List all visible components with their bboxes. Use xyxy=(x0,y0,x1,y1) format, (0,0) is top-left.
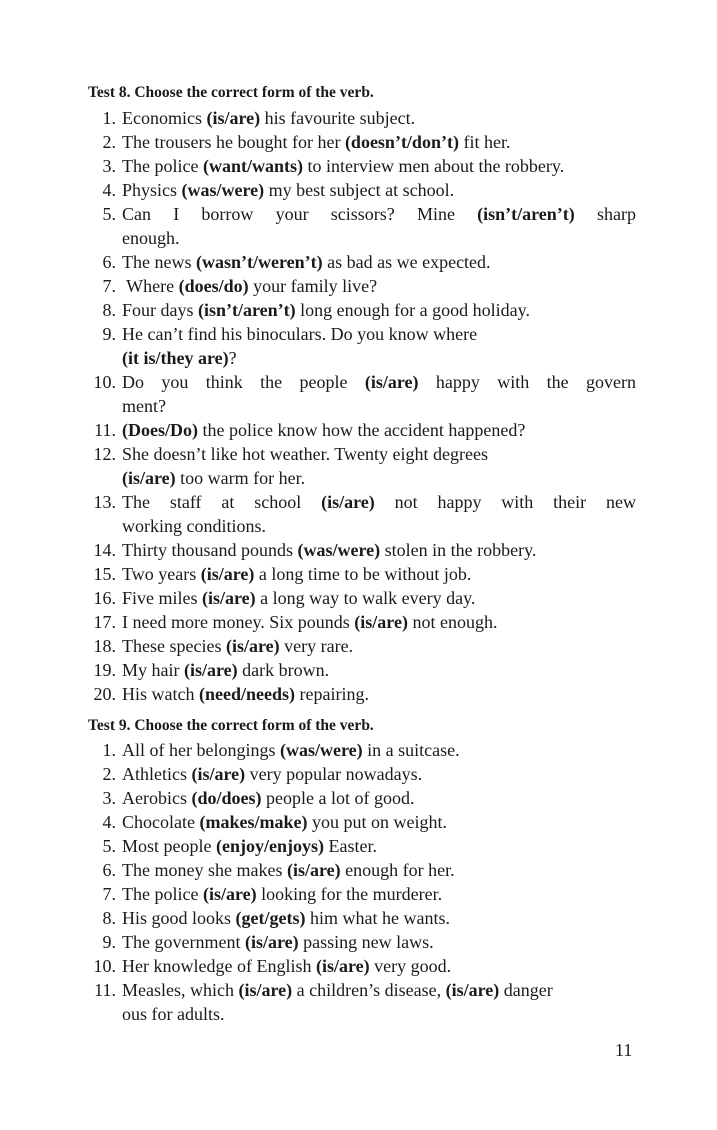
verb-choice: (does/do) xyxy=(178,276,249,296)
item-number: 17. xyxy=(93,612,116,632)
test9-exercise-list xyxy=(0,738,717,1026)
list-item: 3. The police (want/wants) to interview men about the robbery. xyxy=(0,154,717,178)
verb-choice: (is/are) xyxy=(321,492,375,512)
verb-choice: (is/are) xyxy=(445,980,500,1000)
list-item: 7. The police (is/are) looking for the murderer. xyxy=(0,882,717,906)
list-item: 12. She doesn’t like hot weather. Twenty eight degrees (is/are) too warm for her. xyxy=(0,442,717,490)
item-number: 6. xyxy=(102,860,116,880)
item-number: 9. xyxy=(102,324,116,344)
verb-choice: (is/are) xyxy=(315,956,370,976)
test8-exercise-list xyxy=(0,106,717,706)
list-item: 6. The money she makes (is/are) enough for her. xyxy=(0,858,717,882)
verb-choice: (wasn’t/weren’t) xyxy=(195,252,323,272)
list-item: 7. Where (does/do) your family live? xyxy=(0,274,717,298)
item-number: 3. xyxy=(102,156,116,176)
list-item: 10. Her knowledge of English (is/are) very good. xyxy=(0,954,717,978)
item-number: 3. xyxy=(102,788,116,808)
list-item: 8. His good looks (get/gets) him what he wants. xyxy=(0,906,717,930)
verb-choice: (is/are) xyxy=(122,468,176,488)
list-item: 11. Measles, which (is/are) a children’s disease, (is/are) danger ous for adults. xyxy=(0,978,717,1026)
item-number: 2. xyxy=(102,764,116,784)
list-item: 2. Athletics (is/are) very popular nowadays. xyxy=(0,762,717,786)
verb-choice: (is/are) xyxy=(286,860,341,880)
list-item: 10. Do you think the people (is/are) happy with the govern ment? xyxy=(0,370,717,418)
verb-choice: (is/are) xyxy=(191,764,246,784)
item-number: 12. xyxy=(93,444,116,464)
item-number: 5. xyxy=(102,204,116,224)
item-number: 15. xyxy=(93,564,116,584)
item-number: 8. xyxy=(102,908,116,928)
list-item: 1. Economics (is/are) his favourite subject. xyxy=(0,106,717,130)
verb-choice: (makes/make) xyxy=(199,812,308,832)
list-item: 5. Can I borrow your scissors? Mine (isn’t/aren’t) sharp enough. xyxy=(0,202,717,250)
list-item: 19. My hair (is/are) dark brown. xyxy=(0,658,717,682)
item-number: 11. xyxy=(94,980,116,1000)
verb-choice: (do/does) xyxy=(191,788,262,808)
item-number: 2. xyxy=(102,132,116,152)
item-number: 16. xyxy=(93,588,116,608)
item-number: 14. xyxy=(93,540,116,560)
list-item: 11. (Does/Do) the police know how the accident happened? xyxy=(0,418,717,442)
verb-choice: (doesn’t/don’t) xyxy=(344,132,459,152)
test9-heading: Test 9. Choose the correct form of the verb. xyxy=(88,717,374,734)
item-number: 13. xyxy=(93,492,116,512)
list-item: 15. Two years (is/are) a long time to be without job. xyxy=(0,562,717,586)
test8-heading: Test 8. Choose the correct form of the verb. xyxy=(88,84,374,101)
list-item: 20. His watch (need/needs) repairing. xyxy=(0,682,717,706)
list-item: 4. Chocolate (makes/make) you put on weight. xyxy=(0,810,717,834)
list-item: 3. Aerobics (do/does) people a lot of good. xyxy=(0,786,717,810)
verb-choice: (is/are) xyxy=(184,660,238,680)
item-number: 1. xyxy=(102,108,116,128)
list-item: 6. The news (wasn’t/weren’t) as bad as we expected. xyxy=(0,250,717,274)
item-number: 9. xyxy=(102,932,116,952)
item-number: 5. xyxy=(102,836,116,856)
item-number: 4. xyxy=(102,812,116,832)
verb-choice: (is/are) xyxy=(206,108,261,128)
verb-choice: (it is/they are) xyxy=(122,348,229,368)
verb-choice: (isn’t/aren’t) xyxy=(477,204,575,224)
item-number: 6. xyxy=(102,252,116,272)
list-item: 4. Physics (was/were) my best subject at school. xyxy=(0,178,717,202)
verb-choice: (isn’t/aren’t) xyxy=(198,300,296,320)
list-item: 9. He can’t find his binoculars. Do you know where (it is/they are)? xyxy=(0,322,717,370)
item-number: 10. xyxy=(93,372,116,392)
item-number: 4. xyxy=(102,180,116,200)
list-item: 5. Most people (enjoy/enjoys) Easter. xyxy=(0,834,717,858)
list-item: 16. Five miles (is/are) a long way to walk every day. xyxy=(0,586,717,610)
item-number: 8. xyxy=(102,300,116,320)
verb-choice: (is/are) xyxy=(225,636,280,656)
list-item: 14. Thirty thousand pounds (was/were) stolen in the robbery. xyxy=(0,538,717,562)
verb-choice: (is/are) xyxy=(354,612,408,632)
verb-choice: (enjoy/enjoys) xyxy=(216,836,324,856)
item-number: 20. xyxy=(93,684,116,704)
page-number: 11 xyxy=(615,1040,633,1060)
verb-choice: (was/were) xyxy=(181,180,265,200)
verb-choice: (get/gets) xyxy=(235,908,306,928)
list-item: 17. I need more money. Six pounds (is/are) not enough. xyxy=(0,610,717,634)
verb-choice: (was/were) xyxy=(279,740,363,760)
item-number: 11. xyxy=(94,420,116,440)
item-number: 7. xyxy=(102,276,116,296)
list-item: 13. The staff at school (is/are) not happy with their new working conditions. xyxy=(0,490,717,538)
verb-choice: (is/are) xyxy=(238,980,293,1000)
verb-choice: (want/wants) xyxy=(202,156,303,176)
list-item: 9. The government (is/are) passing new laws. xyxy=(0,930,717,954)
item-number: 19. xyxy=(93,660,116,680)
list-item: 8. Four days (isn’t/aren’t) long enough for a good holiday. xyxy=(0,298,717,322)
verb-choice: (was/were) xyxy=(297,540,381,560)
list-item: 2. The trousers he bought for her (doesn’t/don’t) fit her. xyxy=(0,130,717,154)
verb-choice: (is/are) xyxy=(200,564,255,584)
verb-choice: (is/are) xyxy=(202,884,257,904)
item-number: 10. xyxy=(93,956,116,976)
verb-choice: (Does/Do) xyxy=(122,420,198,440)
item-number: 18. xyxy=(93,636,116,656)
list-item: 18. These species (is/are) very rare. xyxy=(0,634,717,658)
verb-choice: (is/are) xyxy=(244,932,299,952)
verb-choice: (need/needs) xyxy=(198,684,295,704)
item-number: 1. xyxy=(102,740,116,760)
verb-choice: (is/are) xyxy=(364,372,419,392)
item-number: 7. xyxy=(102,884,116,904)
verb-choice: (is/are) xyxy=(202,588,256,608)
list-item: 1. All of her belongings (was/were) in a suitcase. xyxy=(0,738,717,762)
